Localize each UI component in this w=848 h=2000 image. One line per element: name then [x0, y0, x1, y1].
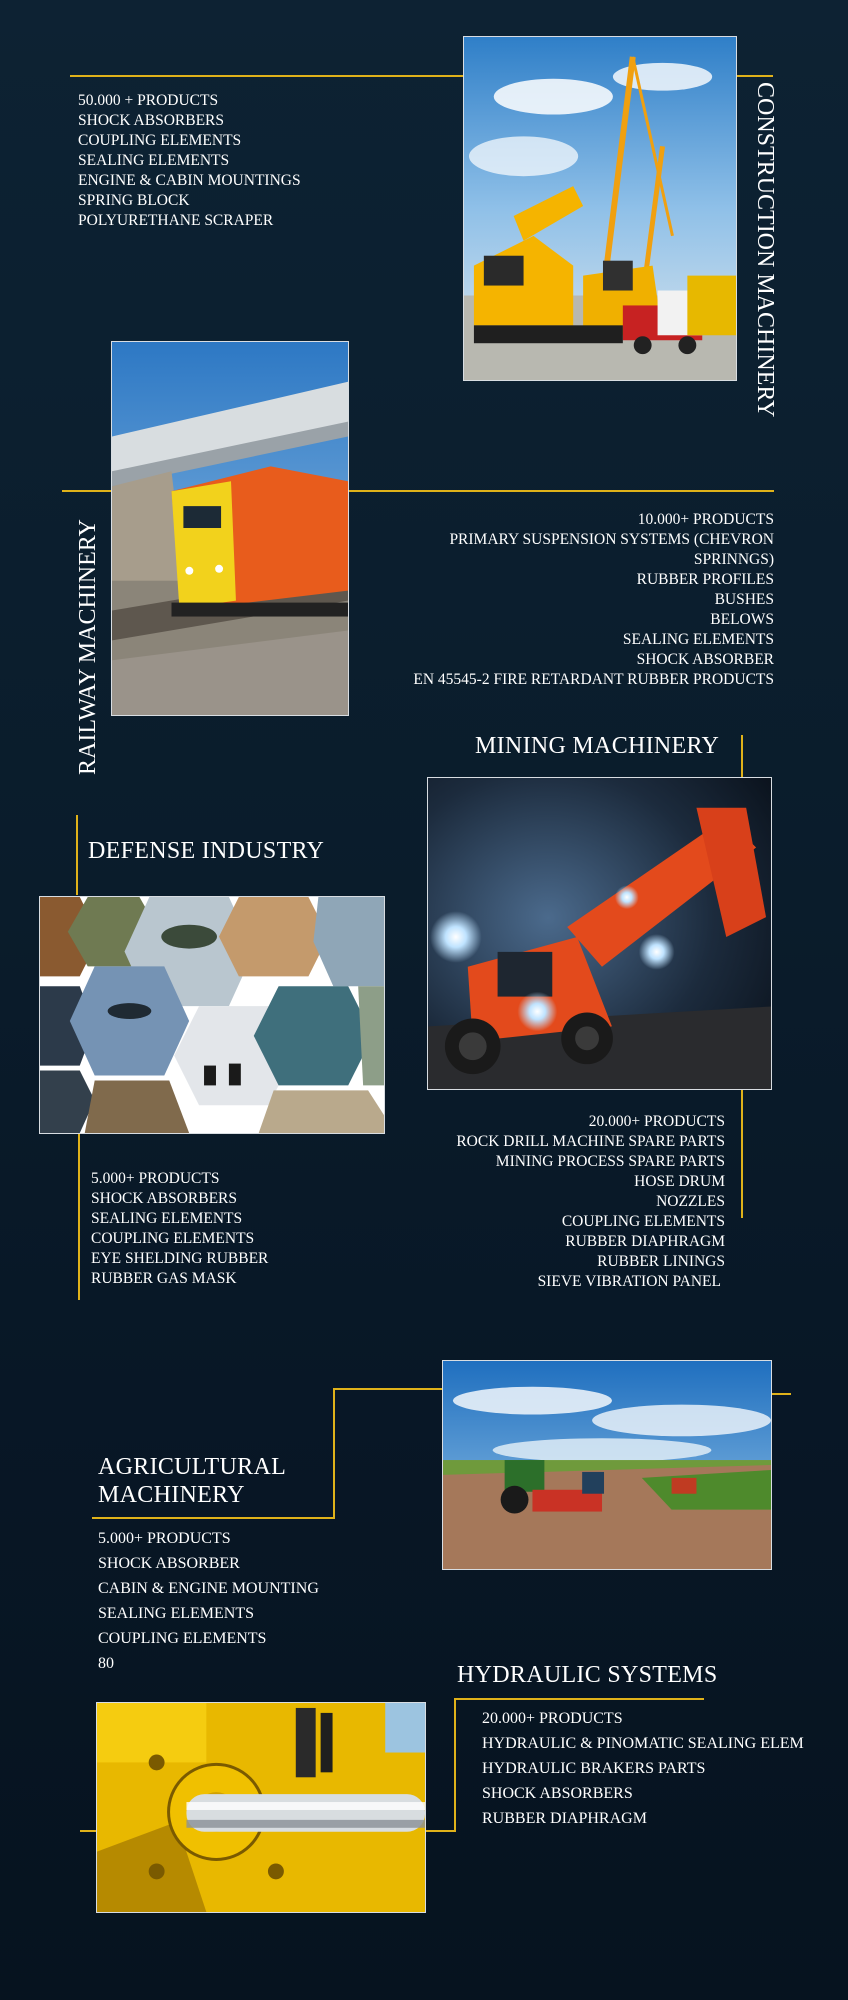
- hydraulic-connector-line-bottom: [425, 1830, 456, 1832]
- list-item: SHOCK ABSORBERS: [91, 1190, 238, 1207]
- defense-product-list: [91, 1169, 268, 1289]
- list-item: RUBBER LININGS: [597, 1253, 725, 1270]
- defense-connector-line-top: [76, 815, 78, 895]
- list-item: RUBBER GAS MASK: [91, 1270, 237, 1287]
- agricultural-connector-line-right: [771, 1393, 791, 1395]
- agricultural-title-line1: AGRICULTURAL: [98, 1454, 287, 1480]
- list-item: EYE SHELDING RUBBER: [91, 1250, 269, 1267]
- list-item: 5.000+ PRODUCTS: [91, 1170, 220, 1187]
- list-item: COUPLING ELEMENTS: [98, 1630, 267, 1647]
- list-item: SEALING ELEMENTS: [78, 152, 230, 169]
- mining-product-list: [400, 1112, 725, 1292]
- list-item: SHOCK ABSORBER: [98, 1555, 240, 1572]
- list-item: RUBBER DIAPHRAGM: [565, 1233, 725, 1250]
- list-item: NOZZLES: [656, 1193, 725, 1210]
- agricultural-connector-line-bottom: [92, 1517, 335, 1519]
- list-item: BUSHES: [714, 591, 774, 608]
- list-item: SEALING ELEMENTS: [98, 1605, 254, 1622]
- list-item: SEALING ELEMENTS: [91, 1210, 243, 1227]
- hydraulic-connector-line-top: [454, 1698, 704, 1700]
- list-item: POLYURETHANE SCRAPER: [78, 212, 274, 229]
- list-item: COUPLING ELEMENTS: [78, 132, 242, 149]
- list-item: SPRING BLOCK: [78, 192, 190, 209]
- railway-product-list: [380, 510, 774, 690]
- defense-industry-collage: [39, 896, 385, 1134]
- list-item: 5.000+ PRODUCTS: [98, 1530, 231, 1547]
- construction-product-list: [78, 91, 301, 231]
- list-item: ENGINE & CABIN MOUNTINGS: [78, 172, 301, 189]
- list-item: BELOWS: [710, 611, 774, 628]
- agricultural-connector-line-top: [334, 1388, 442, 1390]
- mining-machinery-photo: [427, 777, 772, 1090]
- list-item: HOSE DRUM: [634, 1173, 725, 1190]
- construction-connector-line-right: [735, 75, 773, 77]
- list-item: RUBBER PROFILES: [636, 571, 774, 588]
- construction-section-title: CONSTRUCTION MACHINERY: [752, 82, 778, 418]
- defense-section-title: DEFENSE INDUSTRY: [88, 838, 325, 864]
- hydraulic-product-list: [482, 1706, 822, 1831]
- agricultural-section-title: [98, 1454, 286, 1509]
- list-item: 10.000+ PRODUCTS: [637, 511, 774, 528]
- hydraulic-systems-photo: [96, 1702, 426, 1913]
- list-item: COUPLING ELEMENTS: [561, 1213, 725, 1230]
- agricultural-connector-line-vertical: [333, 1388, 335, 1518]
- list-item: 20.000+ PRODUCTS: [482, 1710, 623, 1727]
- mining-connector-line-top: [741, 735, 743, 777]
- list-item: SEALING ELEMENTS: [622, 631, 774, 648]
- list-item: HYDRAULIC & PINOMATIC SEALING ELEM: [482, 1735, 804, 1752]
- list-item: 20.000+ PRODUCTS: [588, 1113, 725, 1130]
- hydraulic-section-title: HYDRAULIC SYSTEMS: [457, 1662, 718, 1688]
- list-item: HYDRAULIC BRAKERS PARTS: [482, 1760, 706, 1777]
- list-item: PRIMARY SUSPENSION SYSTEMS (CHEVRON SPRINNGS): [449, 531, 774, 568]
- construction-connector-line: [70, 75, 465, 77]
- agricultural-machinery-photo: [442, 1360, 772, 1570]
- list-item: CABIN & ENGINE MOUNTING: [98, 1580, 319, 1597]
- list-item: 80: [98, 1655, 114, 1672]
- list-item: SIEVE VIBRATION PANEL: [537, 1273, 721, 1290]
- mining-connector-line-bottom: [741, 1090, 743, 1218]
- mining-section-title: MINING MACHINERY: [475, 733, 720, 759]
- list-item: SHOCK ABSORBER: [636, 651, 774, 668]
- construction-machinery-photo: [463, 36, 737, 381]
- defense-connector-line-bottom: [78, 1134, 80, 1300]
- list-item: 50.000 + PRODUCTS: [78, 92, 219, 109]
- agricultural-title-line2: MACHINERY: [98, 1481, 245, 1508]
- railway-section-title: RAILWAY MACHINERY: [75, 519, 101, 775]
- list-item: SHOCK ABSORBERS: [482, 1785, 633, 1802]
- list-item: MINING PROCESS SPARE PARTS: [495, 1153, 725, 1170]
- agricultural-product-list: [98, 1526, 319, 1676]
- hydraulic-connector-line-vertical: [454, 1698, 456, 1831]
- list-item: EN 45545-2 FIRE RETARDANT RUBBER PRODUCTS: [413, 671, 774, 688]
- railway-connector-line: [347, 490, 774, 492]
- railway-connector-line-left: [62, 490, 112, 492]
- list-item: RUBBER DIAPHRAGM: [482, 1810, 647, 1827]
- railway-machinery-photo: [111, 341, 349, 716]
- list-item: SHOCK ABSORBERS: [78, 112, 225, 129]
- list-item: ROCK DRILL MACHINE SPARE PARTS: [456, 1133, 725, 1150]
- list-item: COUPLING ELEMENTS: [91, 1230, 255, 1247]
